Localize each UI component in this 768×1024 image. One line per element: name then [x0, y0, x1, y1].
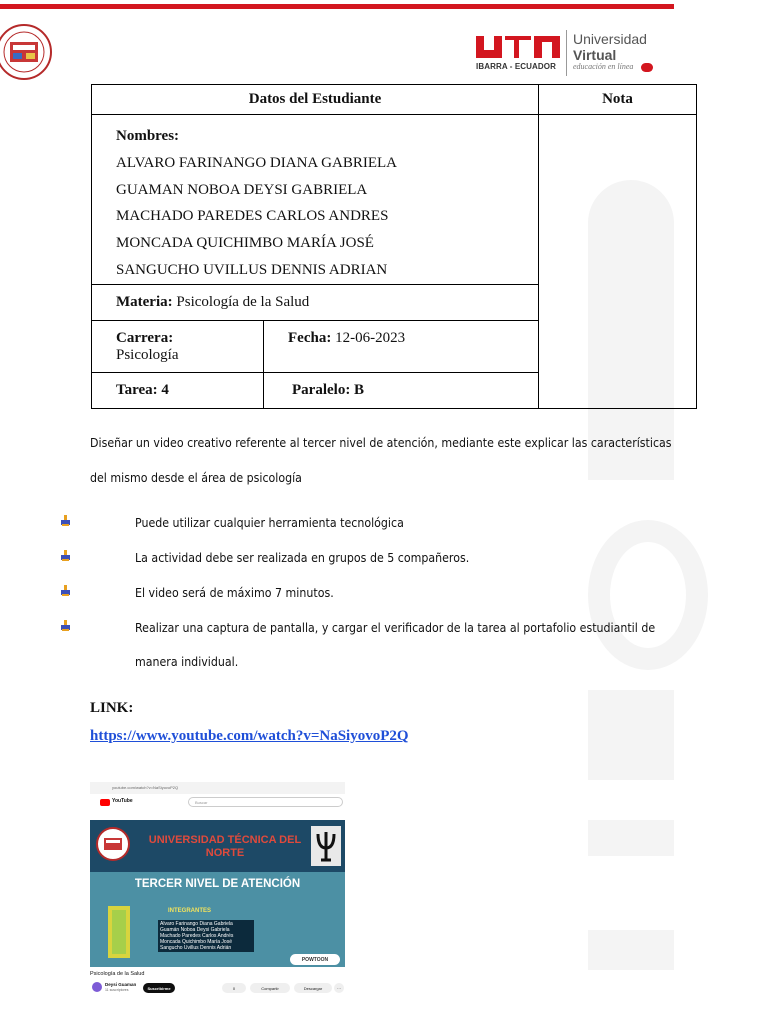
hand-pointer-icon: [60, 585, 72, 597]
download-button: Descargar: [294, 983, 332, 993]
materia-cell: [92, 285, 539, 321]
watermark-bar-2: [588, 690, 674, 780]
browser-url: youtube.com/watch?v=NaSiyovoP2Q: [112, 785, 179, 790]
carrera-value: Psicología: [116, 347, 179, 363]
bullet-item: El video será de máximo 7 minutos.: [135, 586, 334, 600]
channel-name: Deysi Guaman: [105, 982, 137, 987]
instruction-line-2: del mismo desde el área de psicología: [90, 471, 302, 485]
materia-label: Materia:: [116, 294, 173, 310]
student-name: ALVARO FARINANGO DIANA GABRIELA: [116, 154, 397, 171]
utn-seal-logo: [0, 18, 56, 82]
video-frame: [90, 820, 345, 967]
page-video-title: Psicología de la Salud: [90, 971, 145, 977]
student-name: SANGUCHO UVILLUS DENNIS ADRIAN: [116, 261, 388, 278]
names-cell: [92, 115, 539, 285]
student-name: MONCADA QUICHIMBO MARÍA JOSÉ: [116, 235, 374, 252]
instruction-line-1: Diseñar un video creativo referente al tercer nivel de atención, mediante este explicar las características: [90, 436, 672, 450]
hand-pointer-icon: [60, 515, 72, 527]
carrera-label: Carrera:: [116, 330, 174, 346]
integrante: Machado Paredes Carlos Andrés: [160, 933, 234, 939]
hand-pointer-icon: [60, 620, 72, 632]
utn-seal-icon: [96, 826, 130, 862]
uv-badge-icon: [641, 63, 653, 72]
subscribe-button: Suscribirme: [143, 983, 175, 993]
carrera-cell: [92, 321, 264, 373]
student-name: MACHADO PAREDES CARLOS ANDRES: [116, 208, 389, 225]
watermark-bar-3: [588, 820, 674, 856]
student-data-table: [91, 84, 697, 409]
uv-logo-line1: Universidad: [573, 31, 647, 47]
student-name: GUAMAN NOBOA DEYSI GABRIELA: [116, 181, 368, 198]
uv-logo-line2: Virtual: [573, 47, 617, 63]
powtoon-badge: POWTOON: [290, 954, 340, 965]
table-header-student: Datos del Estudiante: [92, 85, 539, 115]
youtube-wordmark: YouTube: [112, 798, 133, 804]
fecha-cell: [264, 321, 539, 373]
bullet-item: La actividad debe ser realizada en grupos de 5 compañeros.: [135, 551, 470, 565]
hand-pointer-icon: [60, 550, 72, 562]
more-button: ···: [334, 983, 344, 993]
link-label: LINK:: [90, 700, 134, 716]
names-label: Nombres:: [116, 128, 180, 144]
youtube-link[interactable]: https://www.youtube.com/watch?v=NaSiyovoP2Q: [90, 728, 409, 744]
channel-avatar: [92, 982, 102, 992]
fecha-value: 12-06-2023: [335, 330, 406, 346]
share-button: Compartir: [250, 983, 290, 993]
integrante: Moncada Quichimbo María José: [160, 939, 232, 945]
integrantes-list: [158, 920, 254, 952]
utn-location: IBARRA - ECUADOR: [476, 62, 556, 71]
video-university-name: UNIVERSIDAD TÉCNICA DEL NORTE: [148, 834, 302, 859]
video-main-title: TERCER NIVEL DE ATENCIÓN: [134, 878, 301, 890]
logo-divider: [566, 30, 567, 76]
book-graphic-inner: [112, 910, 126, 954]
grade-cell: [539, 115, 697, 409]
paralelo-cell: Paralelo: B: [264, 373, 539, 409]
table-header-grade: Nota: [539, 85, 697, 115]
bullet-item: Puede utilizar cualquier herramienta tecnológica: [135, 516, 404, 530]
video-screenshot: [90, 782, 345, 998]
psi-icon: [311, 826, 341, 866]
integrante: Alvaro Farinango Diana Gabriela: [160, 921, 233, 927]
integrante: Guamán Noboa Deysi Gabriela: [160, 927, 230, 933]
youtube-search-input: Buscar: [188, 797, 343, 807]
tarea-cell: Tarea: 4: [92, 373, 264, 409]
materia-value: Psicología de la Salud: [176, 294, 310, 310]
uv-logo-line3: educación en línea: [573, 62, 634, 71]
watermark-bar-4: [588, 930, 674, 970]
bullet-item-continuation: manera individual.: [135, 655, 239, 669]
fecha-label: Fecha:: [288, 330, 332, 346]
watermark-ring: [588, 520, 708, 670]
channel-subscribers: 11 suscriptores: [105, 988, 129, 992]
like-count: 0: [222, 983, 246, 993]
header-rule: [0, 4, 674, 9]
integrantes-label: INTEGRANTES: [168, 908, 212, 914]
youtube-logo-icon: [100, 799, 110, 806]
bullet-item: Realizar una captura de pantalla, y cargar el verificador de la tarea al portafolio estudiantil de: [135, 621, 656, 635]
integrante: Sangucho Uvillus Dennis Adrián: [160, 945, 232, 951]
